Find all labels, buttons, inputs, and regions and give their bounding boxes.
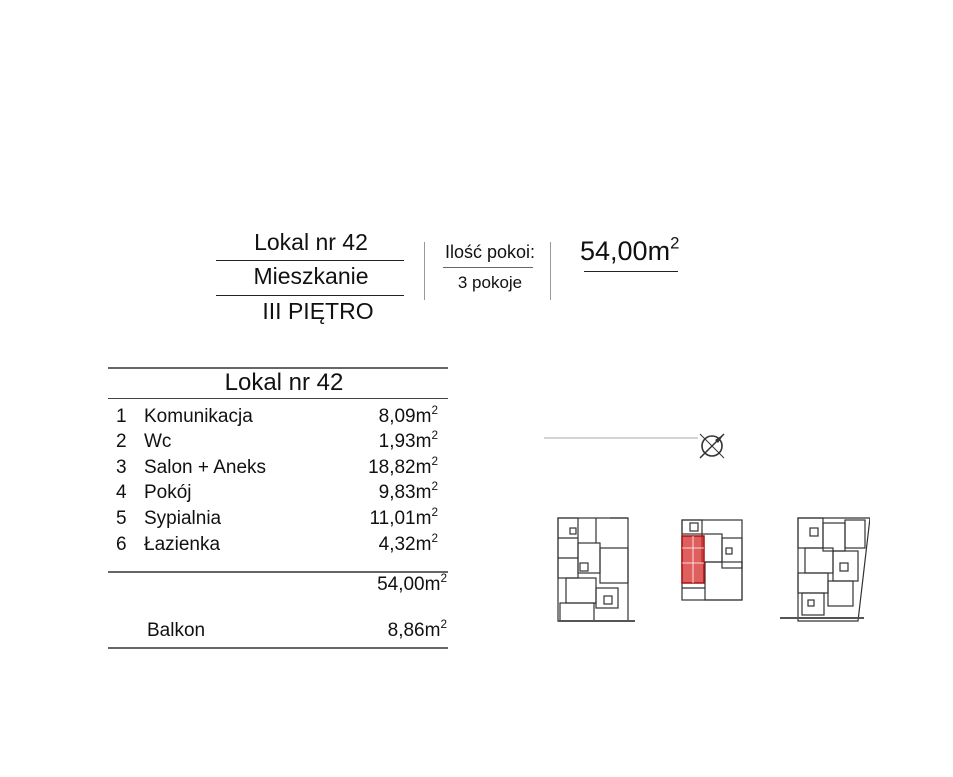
room-number: 4	[116, 482, 127, 503]
room-area: $9,83m^2$	[378, 479, 438, 503]
compass-icon	[700, 434, 724, 458]
building-plan	[540, 428, 870, 628]
area-underline	[584, 271, 678, 272]
table-sum-rule	[108, 571, 448, 573]
room-number: 1	[116, 406, 127, 427]
room-number: 6	[116, 534, 127, 555]
table-row	[116, 505, 446, 534]
table-row	[116, 531, 446, 560]
room-name: Salon + Aneks	[144, 457, 267, 478]
room-area: $4,32m^2$	[378, 531, 438, 555]
table-title-rule	[108, 398, 448, 399]
room-area: $1,93m^2$	[378, 428, 438, 452]
unit-number-heading: Lokal nr 42	[254, 229, 368, 255]
table-row	[116, 454, 446, 483]
column-divider	[550, 242, 551, 300]
rooms-divider	[443, 267, 533, 268]
room-name: Sypialnia	[144, 508, 222, 529]
column-divider	[424, 242, 425, 300]
room-name: Komunikacja	[144, 406, 253, 427]
room-name: Pokój	[144, 482, 192, 503]
building-block-left	[558, 518, 628, 621]
header-divider	[216, 295, 404, 296]
balcony-area: $8,86m^2$	[387, 617, 447, 641]
balcony-label: Balkon	[147, 620, 206, 641]
room-area: $18,82m^2$	[368, 454, 438, 478]
highlighted-apartment	[682, 536, 704, 583]
table-title: Lokal nr 42	[224, 369, 344, 396]
room-number: 3	[116, 457, 127, 478]
table-row	[116, 479, 446, 508]
room-name: Łazienka	[144, 534, 221, 555]
floor-heading: III PIĘTRO	[262, 298, 374, 324]
total-area-heading: $54,00m^2$	[580, 233, 680, 266]
header-divider	[216, 260, 404, 261]
rooms-label: Ilość pokoi:	[444, 242, 536, 262]
table-bottom-rule	[108, 647, 448, 649]
table-row	[116, 428, 446, 457]
table-row	[116, 403, 446, 432]
room-name: Wc	[144, 431, 172, 452]
room-number: 5	[116, 508, 127, 529]
room-area: $11,01m^2$	[369, 505, 438, 529]
room-area: $8,09m^2$	[378, 403, 438, 427]
room-number: 2	[116, 431, 127, 452]
building-block-right	[798, 518, 870, 621]
table-total-area: $54,00m^2$	[377, 571, 447, 595]
rooms-value: 3 pokoje	[457, 273, 523, 292]
unit-type-heading: Mieszkanie	[253, 263, 369, 289]
